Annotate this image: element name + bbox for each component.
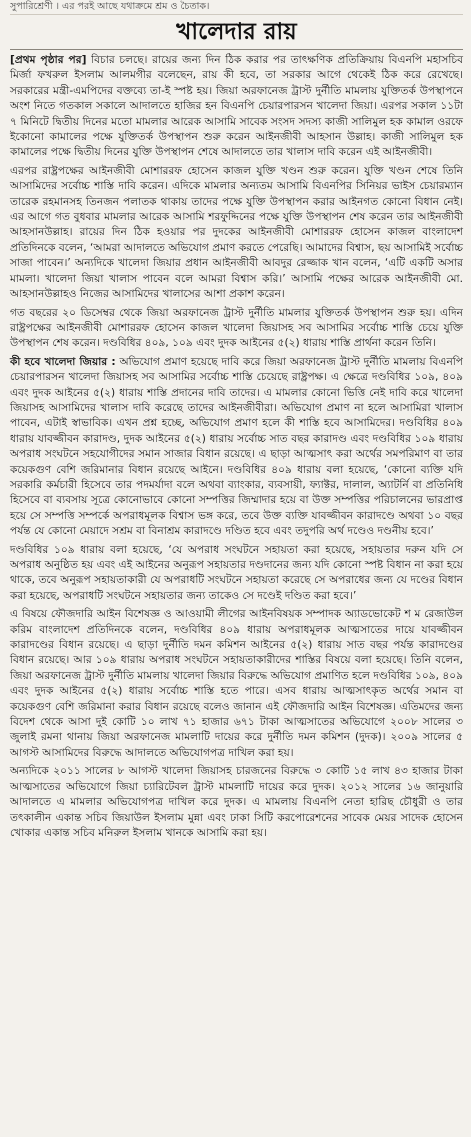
paragraph-text: বিচার চলছে। রায়ের জন্য দিন ঠিক করার পর তাৎক্ষণিক প্রতিক্রিয়ায় বিএনপি মহাসচিব মির্জা ফখরুল ইসলাম আলমগীর বলেছেন, রায় কী হবে, তা সরকার আগে থেকেই ঠিক করে রেখেছে। সরকারের মন্ত্রী-এমপিদের বক্তব্যে তা-ই স্পষ্ট হয়। জিয়া অরফানেজ ট্রাস্ট দুর্নীতি মামলায় যুক্তিতর্ক উপস্থাপনে অংশ নিতে গতকাল সকালে আদালতে হাজির হন বিএনপি চেয়ারপারসন খালেদা জিয়া। এরপর সকাল ১১টা ৭ মিনিটে দ্বিতীয় দিনের মতো মামলার আরেক আসামি সাবেক সংসদ সদস্য কাজী সালিমুল হক কামাল ওরফে ইকোনো কামালের পক্ষে যুক্তিতর্ক উপস্থাপন শুরু করেন আইনজীবী আহসান উল্লাহ। কাজী সালিমুল হক কামালের পক্ষে দ্বিতীয় দিনের যুক্তি উপস্থাপন শেষে আদালতে তার খালাস দাবি করেন এই আইনজীবী। [10, 54, 464, 159]
paragraph [10, 607, 463, 761]
paragraph [10, 53, 463, 161]
paragraph-text: অভিযোগ প্রমাণ হয়েছে দাবি করে জিয়া অরফানেজ ট্রাস্ট দুর্নীতি মামলায় বিএনপি চেয়ারপারসন খালেদা জিয়াসহ সব আসামির সর্বোচ্চ শাস্তি চেয়েছে রাষ্ট্রপক্ষ। এ ক্ষেত্রে দণ্ডবিধির ১০৯, ৪০৯ এবং দুদক আইনের ৫(২) ধারায় শাস্তি প্রদানের দাবি তাদের। এ মামলার কোনো ভিত্তি নেই দাবি করে খালেদা জিয়াসহ আসামিদের খালাস দাবি করেছে তাদের আইনজীবীরা। অভিযোগ প্রমাণ না হলে আসামিরা খালাস পাবেন, এটাই স্বাভাবিক। এখন প্রশ্ন হচ্ছে, অভিযোগ প্রমাণ হলে কী শাস্তি হবে আসামিদের। দণ্ডবিধির ৪০৯ ধারায় যাবজ্জীবন কারাদণ্ড, দুদক আইনের ৫(২) ধারায় সর্বোচ্চ সাত বছর কারাদণ্ড এবং দণ্ডবিধির ১০৯ ধারায় অপরাধ সংঘটনে সহযোগীদের সমান সাজার বিধান রয়েছে। এ ছাড়া আত্মসাৎ করা অর্থের সমপরিমাণ বা তার কয়েকগুণ বেশি জরিমানার বিধান রয়েছে আইনে। দণ্ডবিধির ৪০৯ ধারায় বলা হয়েছে, ‘কোনো ব্যক্তি যদি সরকারি কর্মচারী হিসেবে তার পদমর্যাদা বলে অথবা ব্যাংকার, ব্যবসায়ী, ফ্যাক্টর, দালাল, অ্যাটর্নি বা প্রতিনিধি হিসেবে বা ব্যবসায় সূত্রে কোনোভাবে কোনো সম্পত্তির জিম্মাদার হয়ে বা উক্ত সম্পত্তির পরিচালনের ভারপ্রাপ্ত হয়ে সে সম্পত্তি সম্পর্কে অপরাধমূলক বিশ্বাস ভঙ্গ করে, তবে উক্ত ব্যক্তি যাবজ্জীবন কারাদণ্ডে অথবা ১০ বছর পর্যন্ত যে কোনো মেয়াদে সশ্রম বা বিনাশ্রম কারাদণ্ডে দণ্ডিত হবে এবং তদুপরি অর্থ দণ্ডেও দণ্ডনীয় হবে।’ [10, 355, 463, 538]
paragraph-text: দণ্ডবিধির ১০৯ ধারায় বলা হয়েছে, ‘যে অপরাধ সংঘটনে সহায়তা করা হয়েছে, সহায়তার দরুন যদি সে অপরাধ অনুষ্ঠিত হয় এবং এই আইনের অনুরূপ সহায়তার দণ্ডদানের জন্য যদি কোনো স্পষ্ট বিধান না করা হয়ে থাকে, তবে অনুরূপ সহায়তাকারী যে অপরাধটি সংঘটনে সহায়তা করেছে সে অপরাধের জন্য যে দণ্ডের বিধান করা হয়েছে, অপরাধটি সংঘটনে সহায়তার জন্য তাকেও সে দণ্ডেই দণ্ডিত করা হবে।’ [10, 543, 463, 602]
continuation-label: [প্রথম পৃষ্ঠার পর] [10, 54, 87, 66]
paragraph-text: অন্যদিকে ২০১১ সালের ৮ আগস্ট খালেদা জিয়াসহ চারজনের বিরুদ্ধে ৩ কোটি ১৫ লাখ ৪৩ হাজার টাকা আত্মসাতের অভিযোগে জিয়া চ্যারিটেবল ট্রাস্ট মামলাটি দায়ের করে দুদক। ২০১২ সালের ১৬ জানুয়ারি আদালতে এ মামলার অভিযোগপত্র দাখিল করে দুদক। এ মামলায় বিএনপি নেতা হারিছ চৌধুরী ও তার তৎকালীন একান্ত সচিব জিয়াউল ইসলাম মুন্না এবং ঢাকা সিটি করপোরেশনের সাবেক মেয়র সাদেক হোসেন খোকার একান্ত সচিব মনিরুল ইসলাম খানকে আসামি করা হয়। [10, 765, 463, 839]
headline: খালেদার রায় [176, 18, 297, 45]
paragraph [10, 306, 463, 352]
paragraph [10, 764, 463, 841]
paragraph-text: গত বছরের ২০ ডিসেম্বর থেকে জিয়া অরফানেজ ট্রাস্ট দুর্নীতি মামলার যুক্তিতর্ক উপস্থাপন শুরু হয়। এদিন রাষ্ট্রপক্ষের আইনজীবী মোশাররফ হোসেন কাজল খালেদা জিয়াসহ সব আসামির সর্বোচ্চ শাস্তি চেয়ে যুক্তি উপস্থাপন শেষ করেন। দণ্ডবিধির ৪০৯, ১০৯ এবং দুদক আইনের ৫(২) ধারায় শাস্তি প্রার্থনা করেন তিনি। [10, 306, 463, 350]
headline-divider [10, 49, 463, 50]
subheading: কী হবে খালেদা জিয়ার : [10, 355, 116, 368]
paragraph-text: এরপর রাষ্ট্রপক্ষের আইনজীবী মোশাররফ হোসেন কাজল যুক্তি খণ্ডন শুরু করেন। যুক্তি খণ্ডন শেষে তিনি আসামিদের সর্বোচ্চ শাস্তি দাবি করেন। এদিকে মামলার অন্যতম আসামি বিএনপির সিনিয়র ভাইস চেয়ারম্যান তারেক রহমানসহ তিনজন পলাতক থাকায় তাদের পক্ষে যুক্তি উপস্থাপন করার আইনগত কোনো বিধান নেই। এর আগে গত বুধবার মামলার আরেক আসামি শরফুদ্দিনের পক্ষে যুক্তি উপস্থাপন শেষ করেন তার আইনজীবী আহসানউল্লাহ। রায়ের দিন ঠিক হওয়ার পর দুদকের আইনজীবী মোশাররফ হোসেন কাজল বাংলাদেশ প্রতিদিনকে বলেন, ‘আমরা আদালতে অভিযোগ প্রমাণ করতে পেরেছি। আমাদের বিশ্বাস, ছয় আসামিই সর্বোচ্চ সাজা পাবেন।’ অন্যদিকে খালেদা জিয়ার প্রধান আইনজীবী আবদুর রেজ্জাক খান বলেন, ‘এটি একটি অসার মামলা। খালেদা জিয়া খালাস পাবেন বলে আমরা বিশ্বাস করি।’ আসামি পক্ষের আরেক আইনজীবী মো. আহসানউল্লাহও নিজের আসামিদের খালাসের আশা প্রকাশ করেন। [10, 164, 463, 301]
paragraph [10, 543, 463, 605]
header-strip: সুপারিশ্রেণী । এর পরই আছে যথাক্রমে শ্রম ও চৈতাক। [10, 0, 463, 15]
paragraph [10, 355, 463, 540]
paragraph [10, 164, 463, 303]
paragraph-text: এ বিষয়ে ফৌজদারি আইন বিশেষজ্ঞ ও আওয়ামী লীগের আইনবিষয়ক সম্পাদক অ্যাডভোকেট শ ম রেজাউল করিম বাংলাদেশ প্রতিদিনকে বলেন, দণ্ডবিধির ৪০৯ ধারায় অপরাধমূলক আত্মসাতের দায়ে যাবজ্জীবন কারাদণ্ডের বিধান রয়েছে। এ ছাড়া দুর্নীতি দমন কমিশন আইনের ৫(২) ধারায় সাত বছর পর্যন্ত কারাদণ্ডের বিধান রয়েছে। আর ১০৯ ধারায় অপরাধ সংঘটনে সহায়তাকারীদের শাস্তির বিষয়ে বলা হয়েছে। তিনি বলেন, জিয়া অরফানেজ ট্রাস্ট দুর্নীতি মামলায় খালেদা জিয়ার বিরুদ্ধে অভিযোগ প্রমাণিত হলে দণ্ডবিধির ১০৯, ৪০৯ এবং দুদক আইনের ৫(২) ধারায় সর্বোচ্চ শাস্তি হতে পারে। এসব ধারায় আত্মসাৎকৃত অর্থের সমান বা কয়েকগুণ বেশি জরিমানা করার বিধান রয়েছে বলেও জানান এই ফৌজদারি আইন বিশেষজ্ঞ। এতিমদের জন্য বিদেশ থেকে আসা দুই কোটি ১০ লাখ ৭১ হাজার ৬৭১ টাকা আত্মসাতের অভিযোগে ২০০৮ সালের ৩ জুলাই রমনা থানায় জিয়া অরফানেজ মামলাটি দায়ের করে দুর্নীতি দমন কমিশন (দুদক)। ২০০৯ সালের ৫ আগস্ট আসামিদের বিরুদ্ধে আদালতে অভিযোগপত্র দাখিল করা হয়। [10, 608, 463, 759]
